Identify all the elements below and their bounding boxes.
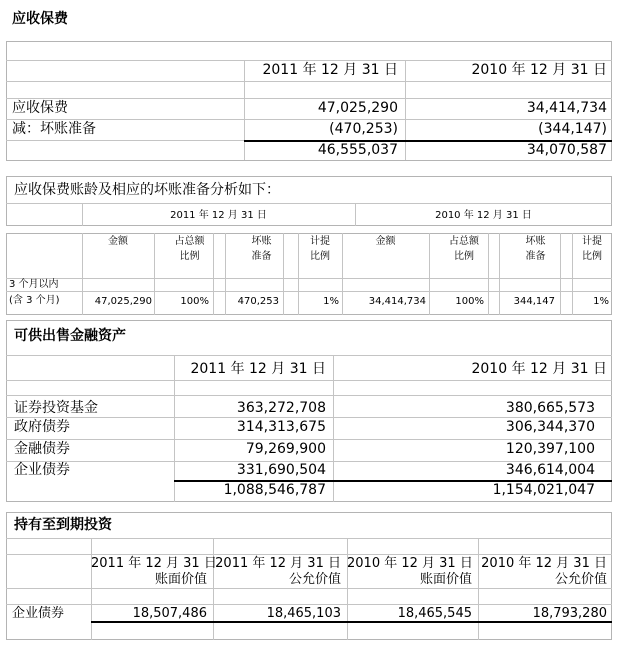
receivables-row-value-2011: (470,253) [329, 121, 398, 137]
htm-value: 18,465,545 [397, 606, 472, 621]
receivables-row-label: 减：坏账准备 [12, 121, 96, 137]
aging-amount-2011: 47,025,290 [94, 296, 152, 307]
receivables-row-value-2011: 47,025,290 [317, 100, 398, 116]
afs-header-2011: 2011 年 12 月 31 日 [190, 361, 326, 377]
receivables-header-2010: 2010 年 12 月 31 日 [471, 62, 607, 78]
afs-header-2010: 2010 年 12 月 31 日 [471, 361, 607, 377]
htm-header-line2: 公允价值 [288, 572, 341, 587]
htm-row-label: 企业债券 [12, 606, 65, 621]
afs-row-label: 企业债券 [14, 462, 70, 478]
aging-row-label-line2: (含 3 个月) [9, 295, 60, 306]
afs-row-label: 政府债券 [14, 419, 70, 435]
afs-row-value-2010: 380,665,573 [505, 400, 595, 416]
receivables-row-value-2010: 34,414,734 [526, 100, 607, 116]
htm-header-line2: 账面价值 [419, 572, 472, 587]
aging-col-ratio-2011-line2: 比例 [179, 251, 200, 262]
aging-amount-2010: 34,414,734 [368, 296, 426, 307]
aging-ratio-2010: 100% [455, 296, 484, 307]
aging-col-ratio-2010: 占总额 [449, 236, 479, 247]
aging-provision-2011: 470,253 [237, 296, 279, 307]
htm-header-line1: 2011 年 12 月 31 日 [215, 556, 341, 571]
aging-col-rate-2011: 计提 [310, 236, 330, 247]
aging-col-rate-2010: 计提 [582, 236, 602, 247]
aging-col-ratio-2011: 占总额 [174, 236, 205, 247]
afs-section-title: 可供出售金融资产 [14, 328, 126, 344]
htm-header-line1: 2011 年 12 月 31 日 [91, 556, 217, 571]
aging-col-rate-2011-line2: 比例 [310, 251, 330, 262]
htm-value: 18,465,103 [266, 606, 341, 621]
htm-header-line2: 账面价值 [154, 572, 207, 587]
afs-row-value-2010: 346,614,004 [505, 462, 595, 478]
aging-header-2011: 2011 年 12 月 31 日 [170, 210, 267, 221]
aging-ratio-2011: 100% [180, 296, 209, 307]
htm-header-line1: 2010 年 12 月 31 日 [481, 556, 607, 571]
afs-row-value-2011: 314,313,675 [236, 419, 326, 435]
aging-col-provision-2010-line2: 准备 [525, 251, 546, 262]
afs-row-value-2010: 120,397,100 [505, 441, 595, 457]
htm-header-line1: 2010 年 12 月 31 日 [347, 556, 473, 571]
aging-provision-2010: 344,147 [513, 296, 555, 307]
htm-value: 18,793,280 [532, 606, 607, 621]
aging-col-provision-2011-line2: 准备 [251, 251, 272, 262]
htm-value: 18,507,486 [132, 606, 207, 621]
receivables-header-2011: 2011 年 12 月 31 日 [262, 62, 398, 78]
afs-row-value-2011: 331,690,504 [236, 462, 326, 478]
htm-header-line2: 公允价值 [554, 572, 607, 587]
receivables-total-2011: 46,555,037 [317, 142, 398, 158]
afs-row-value-2011: 363,272,708 [236, 400, 326, 416]
aging-col-provision-2011: 坏账 [251, 236, 272, 247]
aging-rate-2011: 1% [323, 296, 339, 307]
afs-row-label: 金融债券 [14, 441, 70, 457]
aging-col-rate-2010-line2: 比例 [582, 251, 602, 262]
htm-section-title: 持有至到期投资 [14, 517, 112, 533]
aging-col-amount-2010: 金额 [375, 236, 396, 247]
afs-row-label: 证券投资基金 [14, 400, 98, 416]
afs-total-2011: 1,088,546,787 [223, 482, 326, 498]
afs-row-value-2010: 306,344,370 [505, 419, 595, 435]
receivables-total-2010: 34,070,587 [526, 142, 607, 158]
receivables-row-label: 应收保费 [12, 100, 68, 116]
aging-rate-2010: 1% [593, 296, 609, 307]
aging-col-provision-2010: 坏账 [525, 236, 546, 247]
aging-row-label: 3 个月以内 [9, 279, 59, 290]
receivables-section-title: 应收保费 [12, 11, 68, 27]
aging-section-title: 应收保费账龄及相应的坏账准备分析如下： [14, 182, 280, 198]
aging-col-ratio-2010-line2: 比例 [454, 251, 474, 262]
aging-col-amount-2011: 金额 [108, 236, 128, 247]
afs-total-2010: 1,154,021,047 [492, 482, 595, 498]
aging-header-2010: 2010 年 12 月 31 日 [435, 210, 532, 221]
afs-row-value-2011: 79,269,900 [245, 441, 326, 457]
receivables-row-value-2010: (344,147) [538, 121, 607, 137]
